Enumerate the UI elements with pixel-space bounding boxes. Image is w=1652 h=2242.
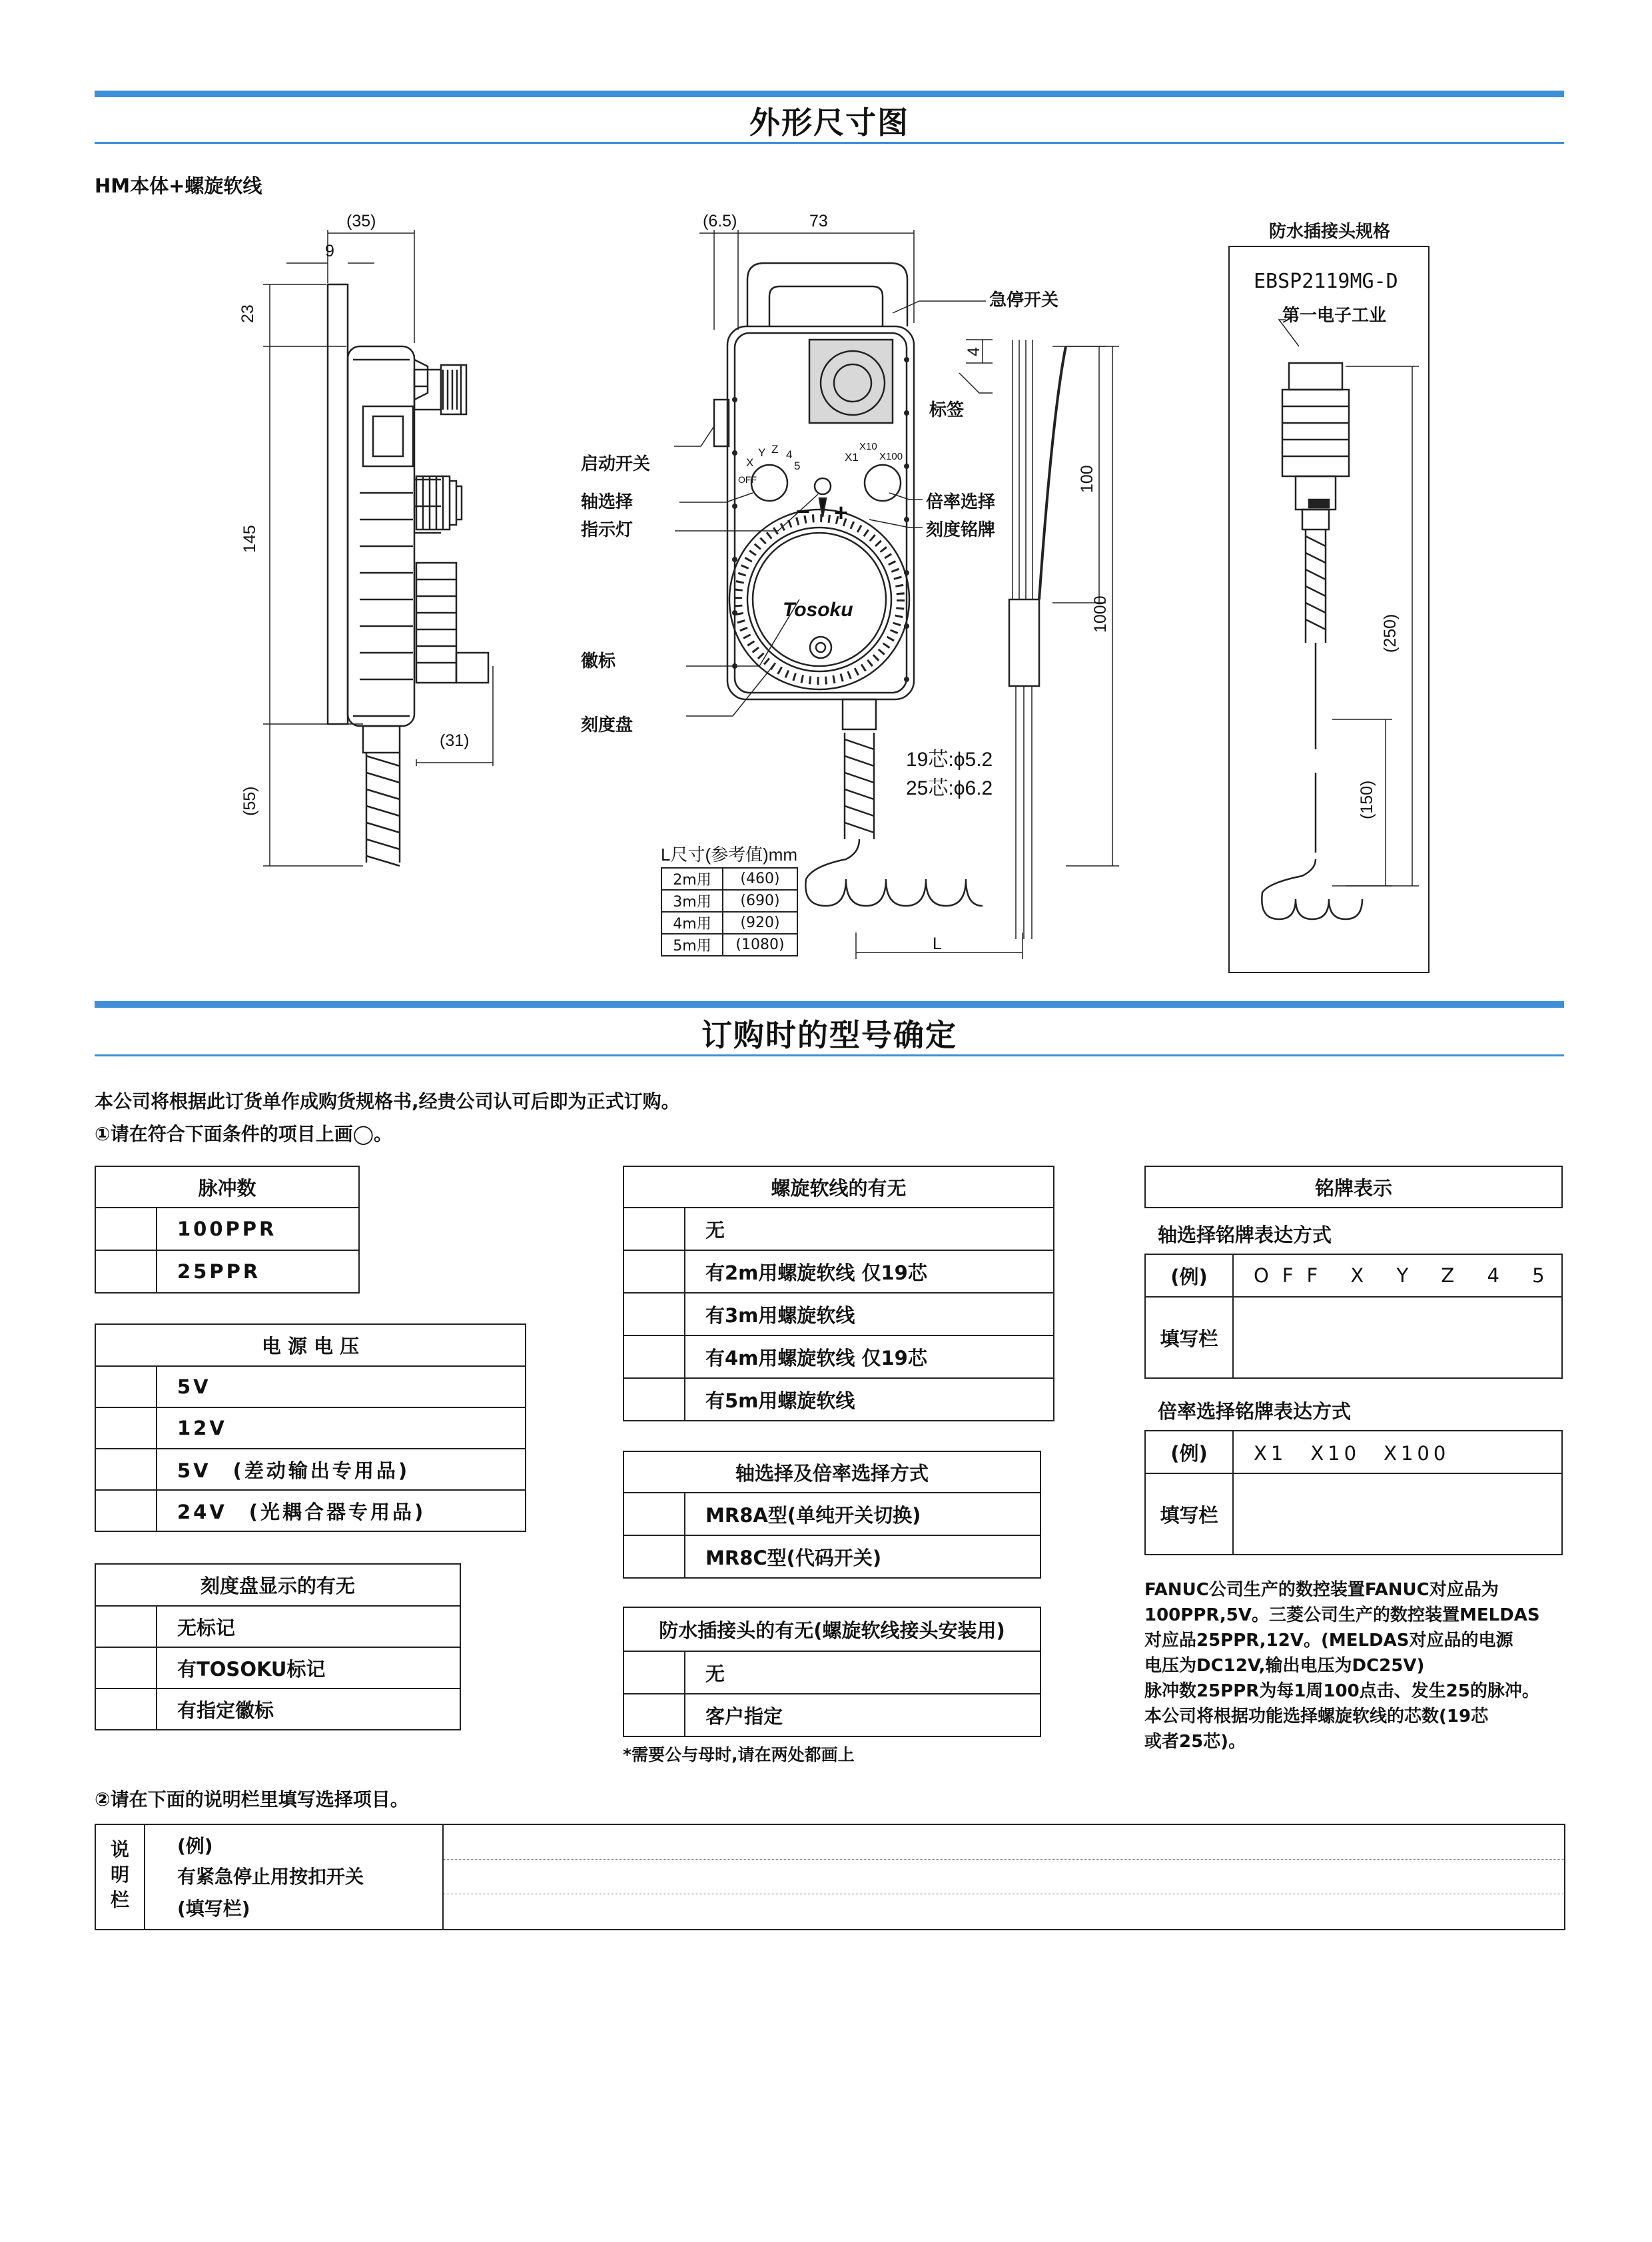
table-row[interactable]: 无 bbox=[623, 1208, 1054, 1250]
table-header: 轴选择及倍率选择方式 bbox=[623, 1451, 1040, 1493]
l-table-title: L尺寸(参考值)mm bbox=[661, 845, 798, 865]
dim-side-35: (35) bbox=[346, 212, 376, 230]
dial-mark-table bbox=[95, 1563, 461, 1730]
axis-fill-field[interactable] bbox=[1233, 1297, 1562, 1378]
check-box[interactable] bbox=[623, 1535, 685, 1578]
table-header: 电 源 电 压 bbox=[95, 1324, 526, 1366]
check-box[interactable] bbox=[95, 1208, 157, 1250]
mult-nameplate-title: 倍率选择铭牌表达方式 bbox=[1158, 1400, 1352, 1423]
dim-front-6-5: (6.5) bbox=[703, 212, 737, 230]
table-row[interactable]: 5V (差动输出专用品) bbox=[95, 1449, 526, 1490]
callout-start-switch: 启动开关 bbox=[581, 454, 651, 474]
check-box[interactable] bbox=[95, 1490, 157, 1531]
callout-axis-select: 轴选择 bbox=[581, 492, 633, 512]
voltage-table bbox=[95, 1323, 526, 1532]
order-intro: 本公司将根据此订货单作成购货规格书,经贵公司认可后即为正式订购。 bbox=[95, 1090, 680, 1112]
dim-conn-150: (150) bbox=[1358, 780, 1376, 819]
connector-model: EBSP2119MG-D bbox=[1254, 270, 1398, 293]
axis-mark-y: Y bbox=[758, 446, 766, 459]
callout-dial: 刻度盘 bbox=[581, 715, 633, 735]
check-box[interactable] bbox=[623, 1208, 685, 1250]
pulse-table bbox=[95, 1166, 360, 1294]
table-row: 5m用 (1080) bbox=[661, 934, 797, 956]
axis-nameplate-table: (例) OFF X Y Z 4 5 填写栏 bbox=[1144, 1254, 1563, 1379]
check-box[interactable] bbox=[95, 1250, 157, 1293]
axis-mark-off: OFF bbox=[738, 474, 757, 485]
dial-logo: Tosoku bbox=[783, 599, 853, 621]
order-instruction-2: ②请在下面的说明栏里填写选择项目。 bbox=[95, 1788, 409, 1810]
table-row[interactable]: 12V bbox=[95, 1407, 526, 1449]
callout-scale-plate: 刻度铭牌 bbox=[926, 520, 996, 540]
order-instruction-1: ①请在符合下面条件的项目上画◯。 bbox=[95, 1123, 393, 1145]
dim-side-23: 23 bbox=[238, 304, 257, 323]
table-row[interactable]: MR8C型(代码开关) bbox=[623, 1535, 1040, 1578]
table-header: 螺旋软线的有无 bbox=[623, 1166, 1054, 1208]
table-row[interactable]: 有5m用螺旋软线 bbox=[623, 1378, 1054, 1421]
callout-label-tag: 标签 bbox=[929, 400, 965, 420]
table-row[interactable]: 25PPR bbox=[95, 1250, 359, 1293]
remarks-fill-area[interactable] bbox=[444, 1825, 1564, 1929]
axis-nameplate-title: 轴选择铭牌表达方式 bbox=[1158, 1224, 1332, 1246]
axis-mark-5: 5 bbox=[794, 460, 801, 472]
table-row[interactable]: 无标记 bbox=[95, 1606, 460, 1647]
axis-mark-4: 4 bbox=[786, 448, 793, 461]
check-box[interactable] bbox=[95, 1647, 157, 1688]
check-box[interactable] bbox=[95, 1449, 157, 1490]
table-row[interactable]: 24V (光耦合器专用品) bbox=[95, 1490, 526, 1531]
dim-conn-250: (250) bbox=[1381, 613, 1400, 653]
mult-mark-x10: X10 bbox=[859, 441, 877, 452]
table-header: 防水插接头的有无(螺旋软线接头安装用) bbox=[623, 1607, 1040, 1651]
dim-side-31: (31) bbox=[440, 731, 470, 750]
connector-view bbox=[1229, 246, 1429, 972]
check-box[interactable] bbox=[95, 1407, 157, 1449]
connector-maker: 第一电子工业 bbox=[1282, 306, 1387, 326]
table-row[interactable]: 有4m用螺旋软线 仅19芯 bbox=[623, 1335, 1054, 1378]
dim-front-100: 100 bbox=[1078, 465, 1096, 493]
table-header: 刻度盘显示的有无 bbox=[95, 1564, 460, 1606]
dim-front-73: 73 bbox=[809, 212, 828, 230]
callout-mult-select: 倍率选择 bbox=[926, 492, 996, 512]
check-box[interactable] bbox=[623, 1493, 685, 1535]
mult-fill-field[interactable] bbox=[1233, 1473, 1562, 1555]
order-notes: FANUC公司生产的数控装置FANUC对应品为 100PPR,5V。三菱公司生产的数控装置MELDAS 对应品25PPR,12V。(MELDAS对应品的电源 电压为DC12V,输出电压为DC25V) 脉冲数25PPR为每1周100点击、发生25的脉冲。 本公司将根据功能选择螺旋软线的芯数(19芯 或者25芯)。 bbox=[1144, 1580, 1540, 1752]
side-view bbox=[328, 284, 488, 866]
dim-side-145: 145 bbox=[240, 525, 259, 553]
mult-mark-x100: X100 bbox=[879, 451, 903, 462]
check-box[interactable] bbox=[623, 1293, 685, 1335]
waterproof-table bbox=[623, 1607, 1041, 1737]
check-box[interactable] bbox=[95, 1688, 157, 1730]
check-box[interactable] bbox=[623, 1694, 685, 1736]
table-row[interactable]: 5V bbox=[95, 1366, 526, 1407]
table-row[interactable]: 有指定徽标 bbox=[95, 1688, 460, 1730]
table-row[interactable]: 100PPR bbox=[95, 1208, 359, 1250]
check-box[interactable] bbox=[95, 1606, 157, 1647]
callout-estop: 急停开关 bbox=[989, 290, 1059, 310]
callout-indicator: 指示灯 bbox=[581, 520, 633, 540]
table-row[interactable]: 有3m用螺旋软线 bbox=[623, 1293, 1054, 1335]
check-box[interactable] bbox=[95, 1366, 157, 1407]
connector-title: 防水插接头规格 bbox=[1269, 222, 1391, 242]
cable-19-spec: 19芯:ϕ5.2 bbox=[906, 749, 993, 771]
l-size-table bbox=[661, 867, 798, 956]
table-row[interactable]: 有TOSOKU标记 bbox=[95, 1647, 460, 1688]
dial-plus: + bbox=[834, 499, 849, 526]
dial-minus: − bbox=[796, 498, 811, 525]
table-row: 4m用 (920) bbox=[661, 912, 797, 934]
table-row[interactable]: 无 bbox=[623, 1651, 1040, 1694]
table-row[interactable]: 客户指定 bbox=[623, 1694, 1040, 1736]
remarks-side-label: 说明栏 bbox=[111, 1838, 130, 1911]
callout-emblem: 徽标 bbox=[581, 651, 616, 671]
table-row[interactable]: MR8A型(单纯开关切换) bbox=[623, 1493, 1040, 1535]
waterproof-note: *需要公与母时,请在两处都画上 bbox=[623, 1745, 855, 1764]
section-title-order: 订购时的型号确定 bbox=[701, 1017, 957, 1053]
select-method-table bbox=[623, 1451, 1041, 1579]
dim-front-1000: 1000 bbox=[1091, 595, 1110, 633]
section-bar bbox=[95, 1001, 1564, 1008]
check-box[interactable] bbox=[623, 1250, 685, 1293]
mult-nameplate-table: (例) X1 X10 X100 填写栏 bbox=[1144, 1430, 1563, 1555]
outline-drawing bbox=[0, 0, 1652, 999]
dim-side-9: 9 bbox=[325, 242, 334, 260]
check-box[interactable] bbox=[623, 1651, 685, 1694]
check-box[interactable] bbox=[623, 1378, 685, 1421]
drawing-subtitle: HM本体+螺旋软线 bbox=[95, 175, 262, 197]
mult-mark-x1: X1 bbox=[845, 451, 859, 464]
cable-25-spec: 25芯:ϕ6.2 bbox=[906, 777, 993, 799]
check-box[interactable] bbox=[623, 1335, 685, 1378]
dim-front-L: L bbox=[933, 934, 942, 953]
section-underline bbox=[95, 1054, 1564, 1056]
section-title-outline: 外形尺寸图 bbox=[749, 105, 909, 141]
table-row: 3m用 (690) bbox=[661, 890, 797, 912]
dim-side-55: (55) bbox=[240, 786, 259, 816]
table-row[interactable]: 有2m用螺旋软线 仅19芯 bbox=[623, 1250, 1054, 1293]
cable-table bbox=[623, 1166, 1054, 1421]
table-header: 脉冲数 bbox=[95, 1166, 359, 1208]
table-row: 2m用 (460) bbox=[661, 868, 797, 890]
axis-mark-x: X bbox=[746, 456, 754, 469]
nameplate-header: 铭牌表示 bbox=[1144, 1166, 1563, 1208]
dim-front-4: 4 bbox=[965, 347, 983, 356]
remarks-table: 说明栏 (例) 有紧急停止用按扣开关 (填写栏) bbox=[95, 1824, 1565, 1930]
axis-mark-z: Z bbox=[771, 443, 779, 456]
